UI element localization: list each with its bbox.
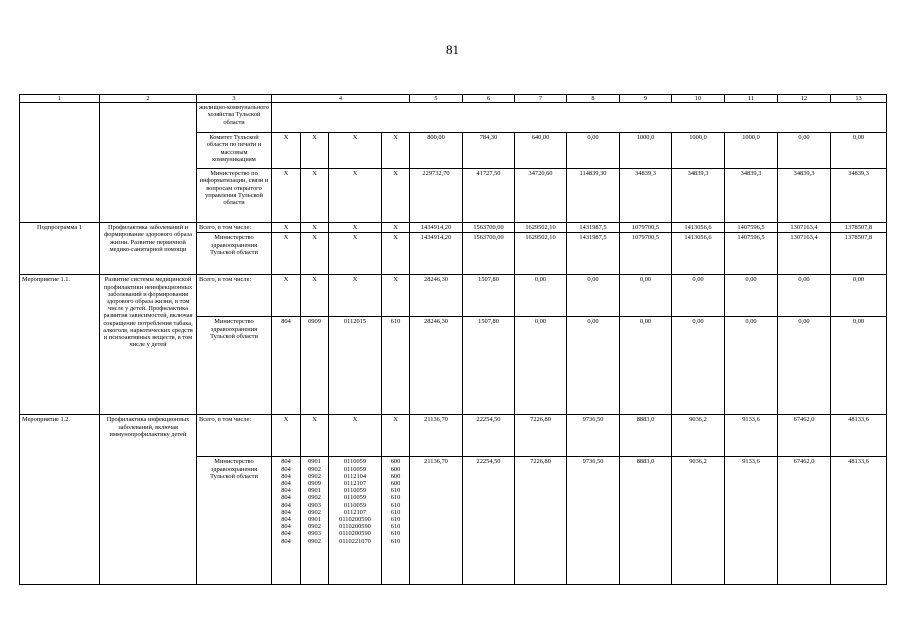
code-cell: X <box>329 415 382 457</box>
value-cell: 1407596,5 <box>725 223 778 233</box>
code-cell: X <box>272 133 301 169</box>
value-cell: 1629502,10 <box>515 233 567 275</box>
code-cell: X <box>382 233 410 275</box>
budget-table <box>19 94 887 585</box>
blank-cell <box>272 103 887 133</box>
recipient-cell: жилищно-коммунального хозяйства Тульской области <box>197 103 272 133</box>
recipient-cell: Всего, в том числе: <box>197 223 272 233</box>
value-cell: 7226,80 <box>515 415 567 457</box>
value-cell: 0,00 <box>831 317 887 415</box>
value-cell: 1000,0 <box>620 133 672 169</box>
code-cell: X <box>382 275 410 317</box>
value-cell: 9036,2 <box>672 415 725 457</box>
blank-cell <box>100 103 197 223</box>
column-header: 13 <box>831 95 887 103</box>
value-cell: 1000,0 <box>725 133 778 169</box>
program-label: Мероприятие 1.1. <box>20 275 100 415</box>
value-cell: 0,00 <box>515 317 567 415</box>
value-cell: 9736,50 <box>567 415 620 457</box>
value-cell: 0,00 <box>620 317 672 415</box>
code-cell: X <box>272 415 301 457</box>
value-cell: 34839,3 <box>831 169 887 223</box>
code-cell: X <box>301 415 329 457</box>
value-cell: 1434914,20 <box>410 233 463 275</box>
column-header: 6 <box>463 95 515 103</box>
column-header: 3 <box>197 95 272 103</box>
value-cell: 0,00 <box>725 275 778 317</box>
value-cell: 1307163,4 <box>778 223 831 233</box>
code-cell: 0110059 0110059 0112104 0112107 0110059 0110059 0110059 0112107 0110200590 0110200590 0110200590 0110221070 <box>329 457 382 585</box>
value-cell: 1079700,5 <box>620 233 672 275</box>
value-cell: 1563700,00 <box>463 233 515 275</box>
value-cell: 21136,70 <box>410 415 463 457</box>
value-cell: 34839,3 <box>725 169 778 223</box>
value-cell: 0,00 <box>515 275 567 317</box>
code-cell: X <box>272 223 301 233</box>
value-cell: 0,00 <box>672 275 725 317</box>
column-header: 5 <box>410 95 463 103</box>
value-cell: 1507,80 <box>463 317 515 415</box>
value-cell: 22254,50 <box>463 415 515 457</box>
value-cell: 1378507,8 <box>831 233 887 275</box>
value-cell: 34839,3 <box>620 169 672 223</box>
value-cell: 41727,50 <box>463 169 515 223</box>
value-cell: 640,00 <box>515 133 567 169</box>
value-cell: 0,00 <box>567 317 620 415</box>
value-cell: 0,00 <box>672 317 725 415</box>
recipient-cell: Министерство здравоохранения Тульской области <box>197 457 272 585</box>
program-label: Мероприятие 1.2. <box>20 415 100 585</box>
value-cell: 800,00 <box>410 133 463 169</box>
value-cell: 1307163,4 <box>778 233 831 275</box>
recipient-cell: Министерство здравоохранения Тульской области <box>197 233 272 275</box>
value-cell: 28246,30 <box>410 275 463 317</box>
value-cell: 34839,3 <box>778 169 831 223</box>
page-number: 81 <box>446 42 459 57</box>
value-cell: 28246,30 <box>410 317 463 415</box>
value-cell: 9736,50 <box>567 457 620 585</box>
code-cell: X <box>301 223 329 233</box>
program-description: Профилактика инфекционных заболеваний, включая иммунопрофилактику детей <box>100 415 197 585</box>
code-cell: X <box>382 223 410 233</box>
column-header: 11 <box>725 95 778 103</box>
code-cell: X <box>329 169 382 223</box>
value-cell: 1413056,6 <box>672 223 725 233</box>
table-row <box>20 103 887 133</box>
code-cell: X <box>301 233 329 275</box>
code-cell: 610 <box>382 317 410 415</box>
code-cell: X <box>272 233 301 275</box>
table-row <box>20 415 887 457</box>
value-cell: 0,00 <box>778 275 831 317</box>
value-cell: 0,00 <box>778 133 831 169</box>
column-header: 8 <box>567 95 620 103</box>
code-cell: X <box>382 415 410 457</box>
program-description: Профилактика заболеваний и формирование здорового образа жизни. Развитие первичной медико-санитарной помощи <box>100 223 197 275</box>
column-header: 2 <box>100 95 197 103</box>
recipient-cell: Министерство здравоохранения Тульской области <box>197 317 272 415</box>
recipient-cell: Комитет Тульской области по печати и массовым коммуникациям <box>197 133 272 169</box>
value-cell: 0,00 <box>725 317 778 415</box>
header-row <box>20 95 887 103</box>
code-cell: X <box>301 275 329 317</box>
value-cell: 0,00 <box>567 275 620 317</box>
code-cell: X <box>272 275 301 317</box>
value-cell: 1431987,5 <box>567 233 620 275</box>
code-cell: 804 804 804 804 804 804 804 804 804 804 804 804 <box>272 457 301 585</box>
recipient-cell: Министерство по информатизации, связи и вопросам открытого управления Тульской области <box>197 169 272 223</box>
value-cell: 1629502,10 <box>515 223 567 233</box>
value-cell: 0,00 <box>620 275 672 317</box>
value-cell: 67462,0 <box>778 415 831 457</box>
code-cell: 0112015 <box>329 317 382 415</box>
code-cell: X <box>382 133 410 169</box>
code-cell: X <box>301 169 329 223</box>
value-cell: 9133,6 <box>725 457 778 585</box>
value-cell: 67462,0 <box>778 457 831 585</box>
code-cell: 0901 0902 0902 0909 0901 0902 0903 0902 0901 0902 0903 0902 <box>301 457 329 585</box>
value-cell: 229732,70 <box>410 169 463 223</box>
table-row <box>20 223 887 233</box>
value-cell: 114839,30 <box>567 169 620 223</box>
value-cell: 48133,6 <box>831 415 887 457</box>
value-cell: 1378507,8 <box>831 223 887 233</box>
value-cell: 1413056,6 <box>672 233 725 275</box>
value-cell: 48133,6 <box>831 457 887 585</box>
recipient-cell: Всего, в том числе: <box>197 275 272 317</box>
value-cell: 0,00 <box>567 133 620 169</box>
code-cell: X <box>272 169 301 223</box>
recipient-cell: Всего, в том числе: <box>197 415 272 457</box>
column-header: 7 <box>515 95 567 103</box>
column-header: 4 <box>272 95 410 103</box>
value-cell: 0,00 <box>831 133 887 169</box>
code-cell: 804 <box>272 317 301 415</box>
value-cell: 22254,50 <box>463 457 515 585</box>
code-cell: X <box>329 223 382 233</box>
value-cell: 0,00 <box>831 275 887 317</box>
value-cell: 1407596,5 <box>725 233 778 275</box>
column-header: 10 <box>672 95 725 103</box>
value-cell: 9036,2 <box>672 457 725 585</box>
value-cell: 1507,80 <box>463 275 515 317</box>
program-label: Подпрограмма 1 <box>20 223 100 275</box>
value-cell: 1000,0 <box>672 133 725 169</box>
blank-cell <box>20 103 100 223</box>
value-cell: 8883,0 <box>620 415 672 457</box>
value-cell: 1431987,5 <box>567 223 620 233</box>
table-row <box>20 275 887 317</box>
value-cell: 784,30 <box>463 133 515 169</box>
code-cell: X <box>329 133 382 169</box>
value-cell: 1079700,5 <box>620 223 672 233</box>
column-header: 12 <box>778 95 831 103</box>
value-cell: 21136,70 <box>410 457 463 585</box>
column-header: 9 <box>620 95 672 103</box>
code-cell: X <box>382 169 410 223</box>
code-cell: X <box>329 233 382 275</box>
value-cell: 1434914,20 <box>410 223 463 233</box>
value-cell: 7226,80 <box>515 457 567 585</box>
code-cell: 600 600 600 600 610 610 610 610 610 610 610 610 <box>382 457 410 585</box>
value-cell: 1563700,00 <box>463 223 515 233</box>
value-cell: 9133,6 <box>725 415 778 457</box>
code-cell: 0909 <box>301 317 329 415</box>
column-header: 1 <box>20 95 100 103</box>
value-cell: 0,00 <box>778 317 831 415</box>
value-cell: 8883,0 <box>620 457 672 585</box>
program-description: Развитие системы медицинской профилактики неинфекционных заболеваний и формирования здорового образа жизни, в том числе у детей. Профилактика развития зависимостей, включая сокращение потребления табака, алкоголя, наркотических средств и психоактивных веществ, в том числе у детей <box>100 275 197 415</box>
code-cell: X <box>329 275 382 317</box>
code-cell: X <box>301 133 329 169</box>
value-cell: 34720,60 <box>515 169 567 223</box>
value-cell: 34839,3 <box>672 169 725 223</box>
